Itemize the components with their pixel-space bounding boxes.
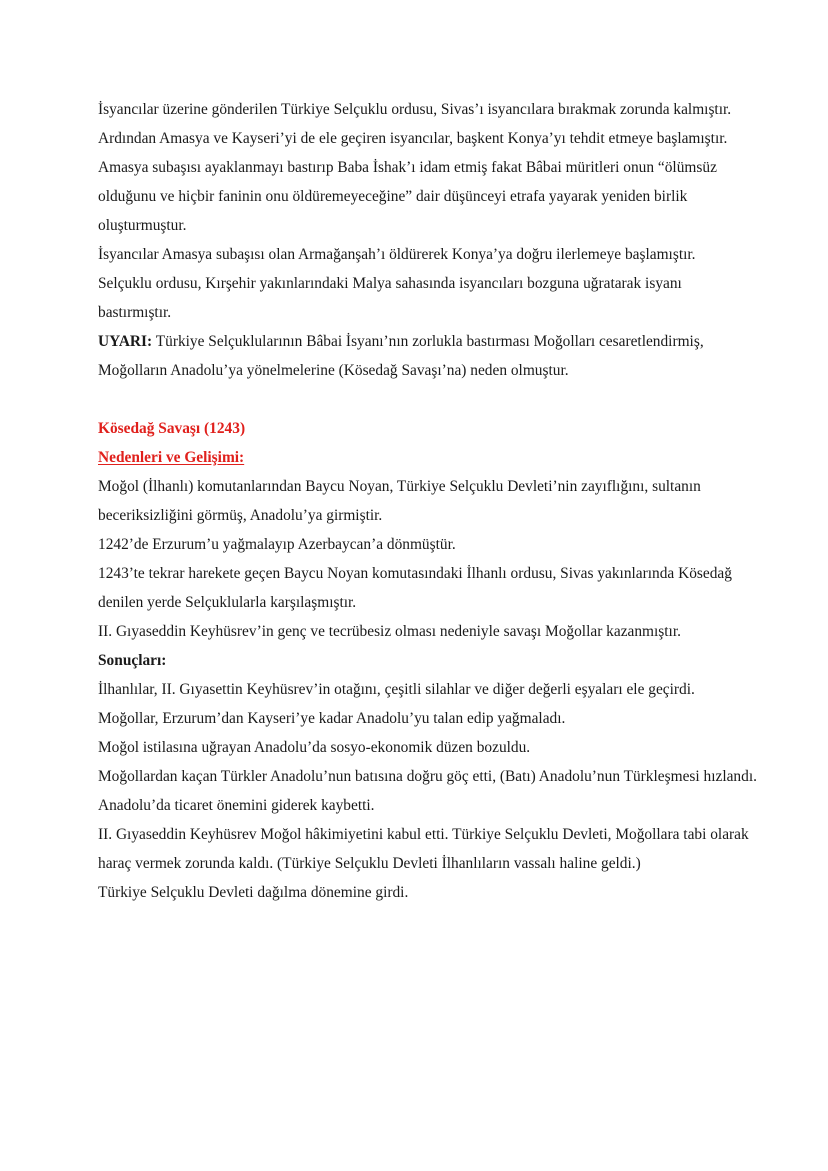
cause-item: 1243’te tekrar harekete geçen Baycu Noyan komutasındaki İlhanlı ordusu, Sivas yakınlarında Kösedağ denilen yerde Selçuklularla karşılaşmıştır. [98,565,732,611]
warning-label: UYARI: [98,333,153,350]
paragraph-armaganshah-killed: İsyancılar Amasya subaşısı olan Armağanşah’ı öldürerek Konya’ya doğru ilerlemeye başlamıştır. [98,246,696,263]
document-page [98,95,758,907]
cause-item: II. Gıyaseddin Keyhüsrev’in genç ve tecrübesiz olması nedeniyle savaşı Moğollar kazanmıştır. [98,623,681,640]
result-item: II. Gıyaseddin Keyhüsrev Moğol hâkimiyetini kabul etti. Türkiye Selçuklu Devleti, Moğollara tabi olarak haraç vermek zorunda kaldı. (Türkiye Selçuklu Devleti İlhanlıların vassalı haline geldi.) [98,826,749,872]
result-item: Moğollar, Erzurum’dan Kayseri’ye kadar Anadolu’yu talan edip yağmaladı. [98,710,566,727]
result-item: Anadolu’da ticaret önemini giderek kaybetti. [98,797,375,814]
result-item: Moğollardan kaçan Türkler Anadolu’nun batısına doğru göç etti, (Batı) Anadolu’nun Türkleşmesi hızlandı. [98,768,757,785]
paragraph-baba-ishak-executed: Amasya subaşısı ayaklanmayı bastırıp Baba İshak’ı idam etmiş fakat Bâbai müritleri onun “ölümsüz olduğunu ve hiçbir faninin onu öldüremeyeceğine” dair düşünceyi etrafa yayarak yeniden birlik oluşturmuştur. [98,159,717,234]
result-item: İlhanlılar, II. Gıyasettin Keyhüsrev’in otağını, çeşitli silahlar ve diğer değerli eşyaları ele geçirdi. [98,681,695,698]
result-item: Moğol istilasına uğrayan Anadolu’da sosyo-ekonomik düzen bozuldu. [98,739,531,756]
warning-text: Türkiye Selçuklularının Bâbai İsyanı’nın zorlukla bastırması Moğolları cesaretlendirmiş, Moğolların Anadolu’ya yönelmelerine (Kösedağ Savaşı’na) neden olmuştur. [98,333,704,379]
cause-item: Moğol (İlhanlı) komutanlarından Baycu Noyan, Türkiye Selçuklu Devleti’nin zayıflığını, sultanın beceriksizliğini görmüş, Anadolu’ya girmiştir. [98,478,701,524]
causes-heading: Nedenleri ve Gelişimi: [98,449,245,466]
paragraph-malya-defeat: Selçuklu ordusu, Kırşehir yakınlarındaki Malya sahasında isyancıları bozguna uğratarak isyanı bastırmıştır. [98,275,682,321]
paragraph-sivas-abandoned: İsyancılar üzerine gönderilen Türkiye Selçuklu ordusu, Sivas’ı isyancılara bırakmak zorunda kalmıştır. Ardından Amasya ve Kayseri’yi de ele geçiren isyancılar, başkent Konya’yı tehdit etmeye başlamıştır. [98,101,732,147]
results-heading: Sonuçları: [98,652,167,669]
cause-item: 1242’de Erzurum’u yağmalayıp Azerbaycan’a dönmüştür. [98,536,456,553]
result-item: Türkiye Selçuklu Devleti dağılma dönemine girdi. [98,884,409,901]
section-title-kosedag: Kösedağ Savaşı (1243) [98,420,246,437]
section-spacer [98,385,758,414]
warning-paragraph [98,327,758,385]
